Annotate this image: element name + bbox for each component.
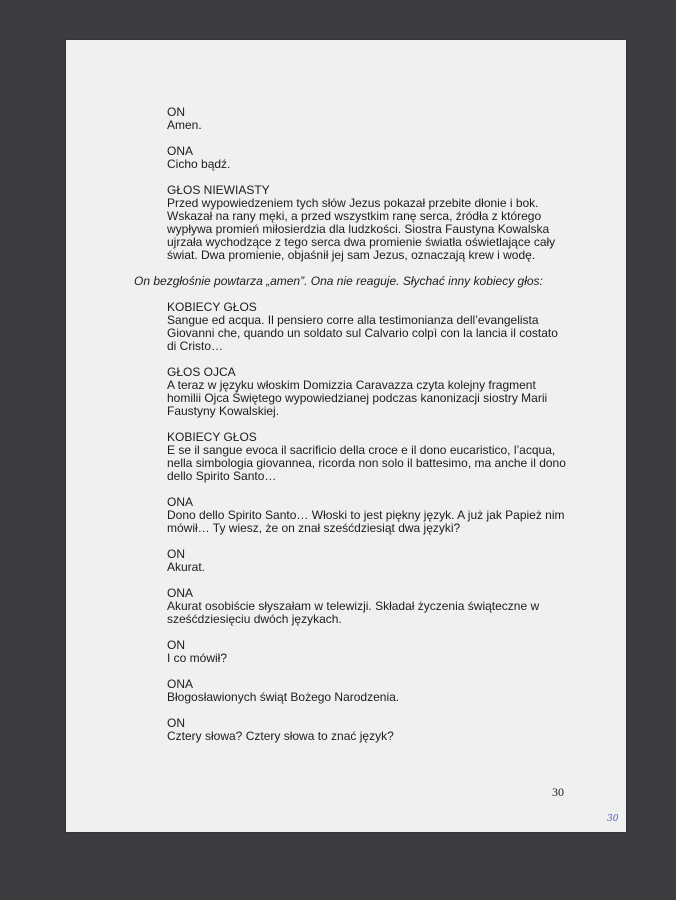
dialogue-text: Cztery słowa? Cztery słowa to znać język? <box>167 729 394 743</box>
dialogue-text: Błogosławionych świąt Bożego Narodzenia. <box>167 690 400 704</box>
dialogue-text: Dono dello Spirito Santo… Włoski to jest piękny język. A już jak Papież nim mówił… Ty wiesz, że on znał sześćdziesiąt dwa języki? <box>167 508 565 535</box>
speaker-name: ON <box>167 716 185 730</box>
dialogue-block <box>167 678 567 704</box>
handwritten-page-note: 30 <box>607 814 619 824</box>
dialogue-block <box>167 366 567 418</box>
speaker-name: ON <box>167 547 185 561</box>
speaker-name: ON <box>167 105 185 119</box>
dialogue-block <box>167 145 567 171</box>
speaker-name: KOBIECY GŁOS <box>167 300 257 314</box>
dialogue-text: A teraz w języku włoskim Domizzia Caravazza czyta kolejny fragment homilii Ojca Świętego wypowiedzianej podczas kanonizacji siostry Marii Faustyny Kowalskiej. <box>167 378 548 418</box>
dialogue-block <box>167 301 567 353</box>
stage-direction: On bezgłośnie powtarza „amen”. Ona nie reaguje. Słychać inny kobiecy głos: <box>134 274 543 288</box>
dialogue-block <box>167 431 567 483</box>
speaker-name: GŁOS NIEWIASTY <box>167 183 270 197</box>
dialogue-text: E se il sangue evoca il sacrificio della croce e il dono eucaristico, l’acqua, nella simbologia giovannea, ricorda non solo il battesimo, ma anche il dono dello Spirito Santo… <box>167 443 566 483</box>
dialogue-block <box>167 106 567 132</box>
dialogue-block <box>167 548 567 574</box>
dialogue-text: Przed wypowiedzeniem tych słów Jezus pokazał przebite dłonie i bok. Wskazał na rany męki, a przed wszystkim ranę serca, źródła z którego wypływa promień miłosierdzia dla ludzkości. Siostra Faustyna Kowalska ujrzała wychodzące z tego serca dwa promienie światła oświetlające cały świat. Dwa promienie, objaśnił jej sam Jezus, oznaczają krew i wodę. <box>167 196 556 262</box>
dialogue-block <box>167 717 567 743</box>
speaker-name: ONA <box>167 144 194 158</box>
dialogue-block <box>167 587 567 626</box>
script-text <box>134 105 567 756</box>
document-page <box>66 40 626 832</box>
dialogue-text: Sangue ed acqua. Il pensiero corre alla testimonianza dell’evangelista Giovanni che, quando un soldato sul Calvario colpì con la lancia il costato di Cristo… <box>167 313 558 353</box>
page-number: 30 <box>552 785 564 799</box>
speaker-name: ON <box>167 638 185 652</box>
dialogue-text: I co mówił? <box>167 651 228 665</box>
dialogue-text: Amen. <box>167 118 202 132</box>
dialogue-text: Akurat. <box>167 560 206 574</box>
dialogue-text: Cicho bądź. <box>167 157 231 171</box>
speaker-name: GŁOS OJCA <box>167 365 236 379</box>
dialogue-text: Akurat osobiście słyszałam w telewizji. Składał życzenia świąteczne w sześćdziesięciu dwóch językach. <box>167 599 540 626</box>
dialogue-block <box>167 184 567 262</box>
speaker-name: ONA <box>167 495 194 509</box>
dialogue-block <box>167 496 567 535</box>
speaker-name: ONA <box>167 677 194 691</box>
speaker-name: KOBIECY GŁOS <box>167 430 257 444</box>
speaker-name: ONA <box>167 586 194 600</box>
dialogue-block <box>167 639 567 665</box>
